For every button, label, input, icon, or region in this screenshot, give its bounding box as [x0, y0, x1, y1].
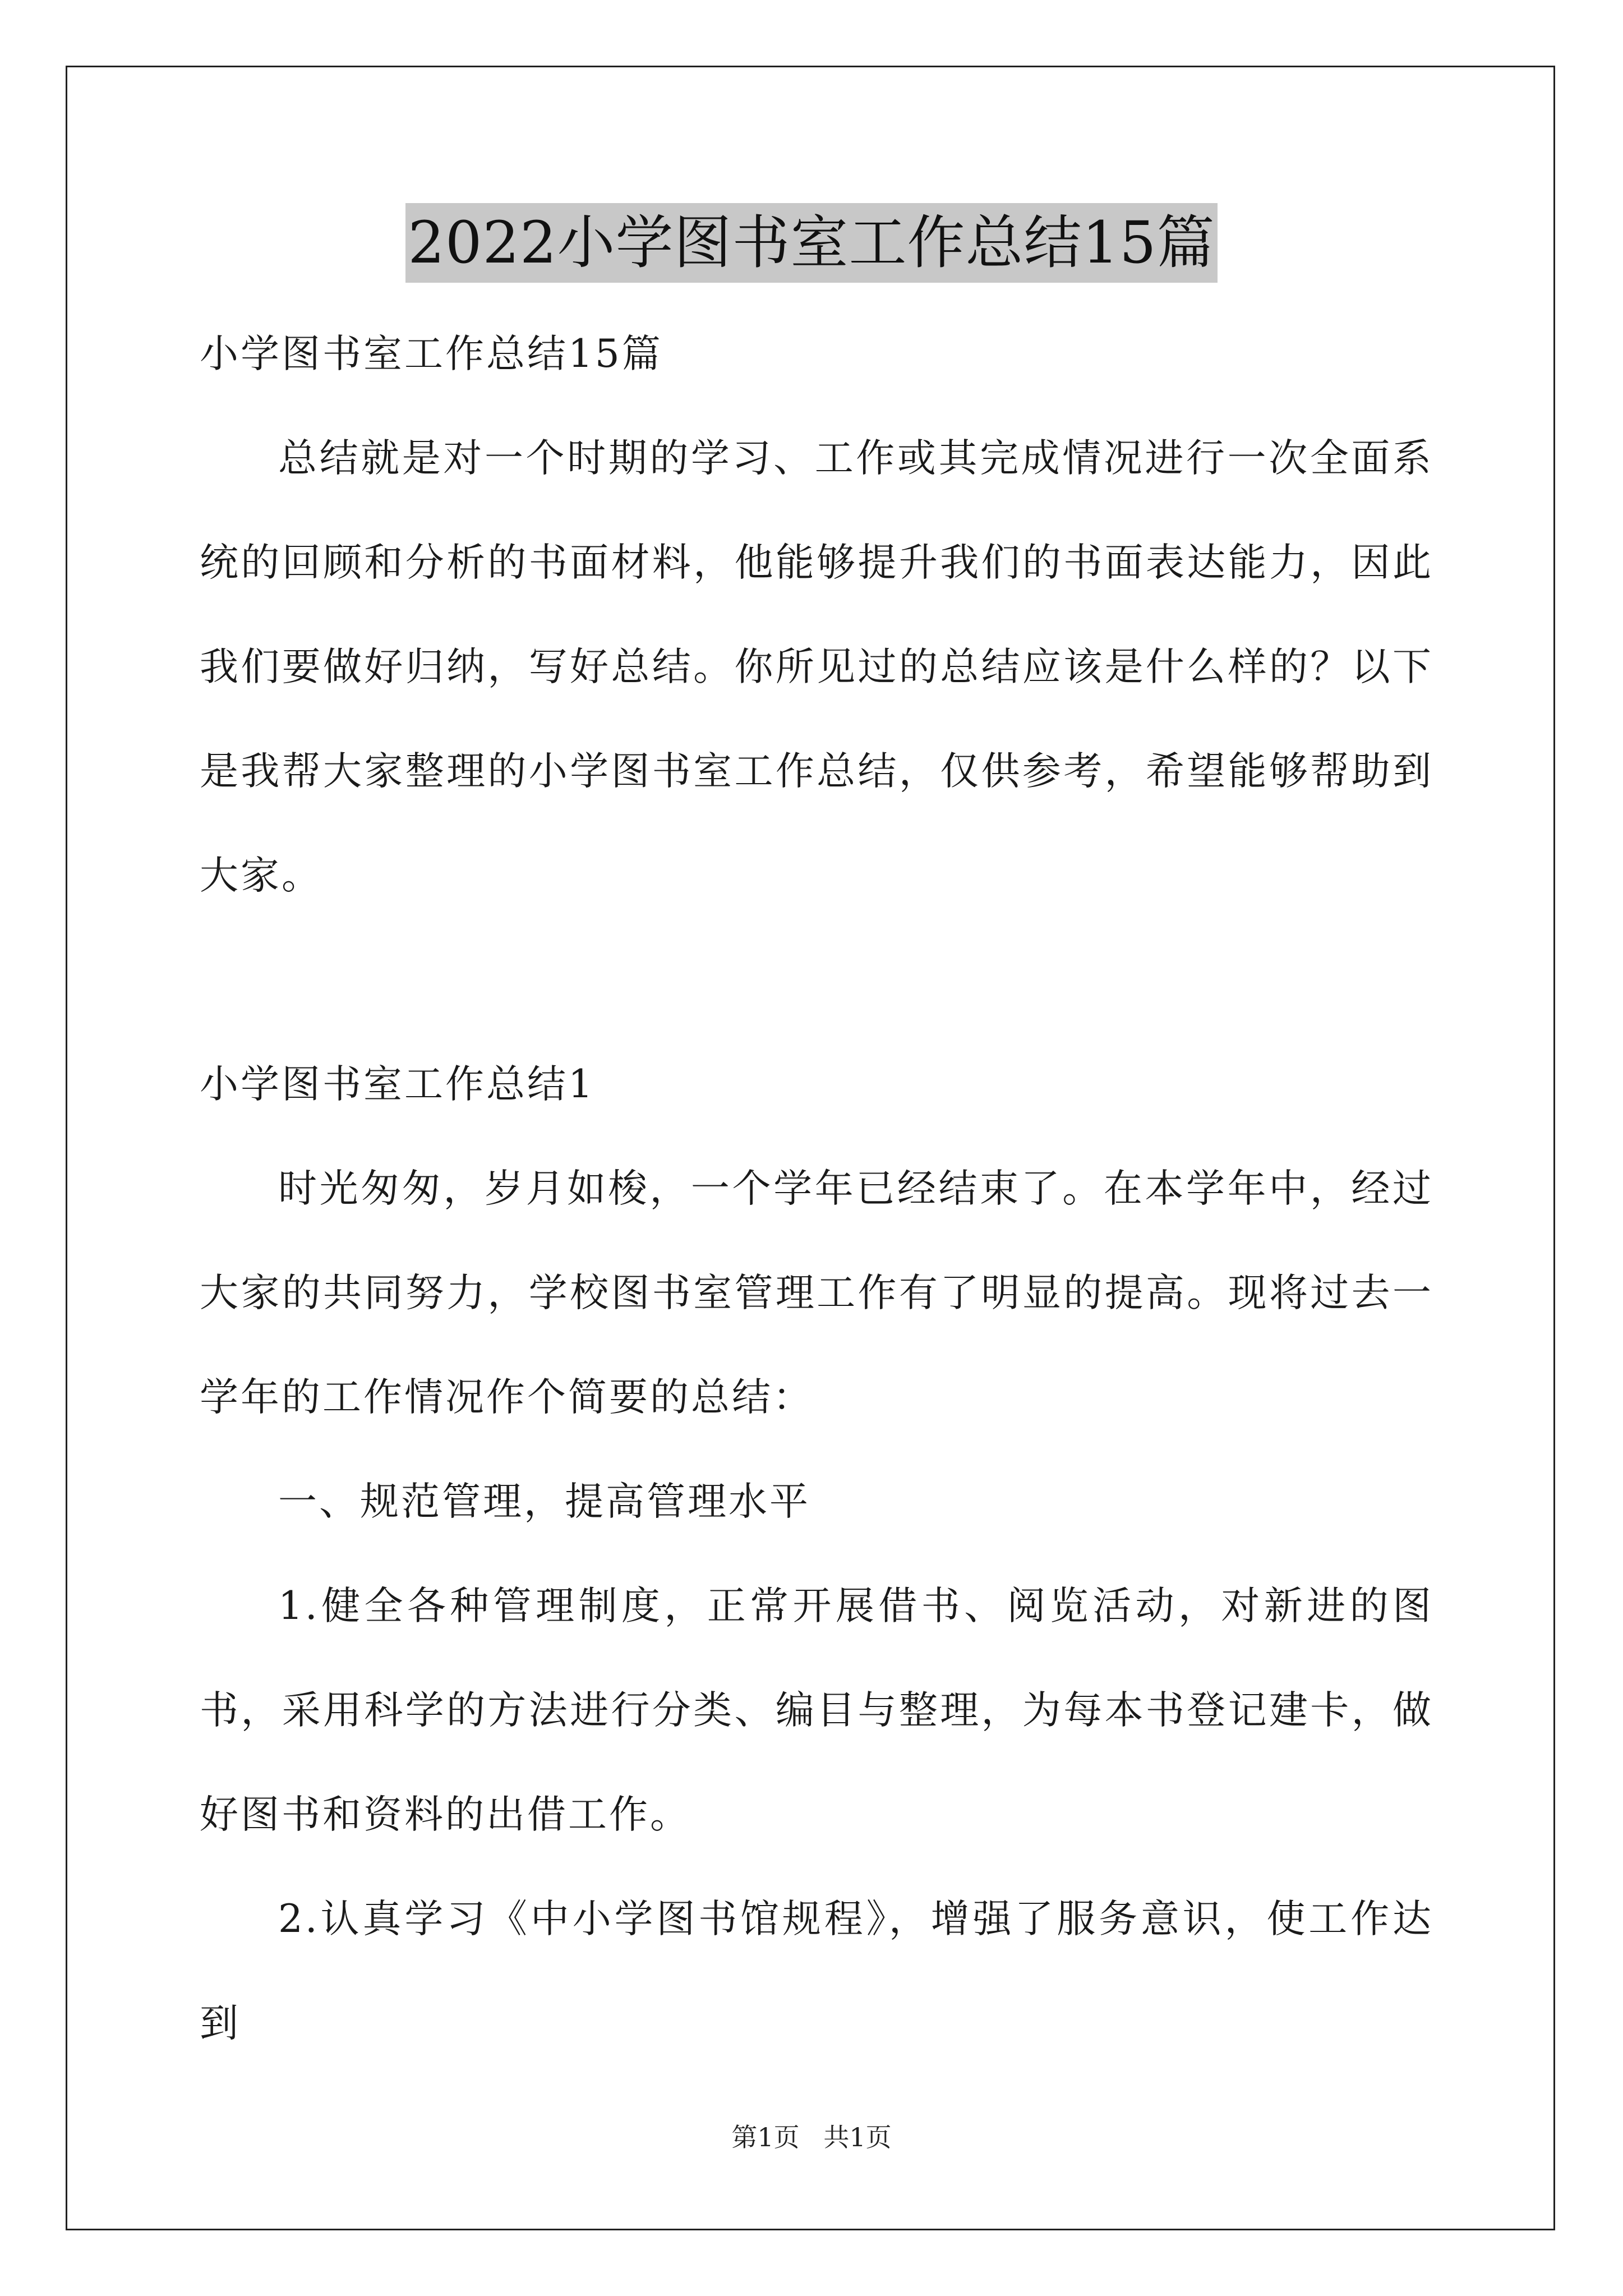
body-paragraph: 1.健全各种管理制度，正常开展借书、阅览活动，对新进的图书，采用科学的方法进行分类、编目与整理，为每本书登记建卡，做好图书和资料的出借工作。: [200, 1584, 1433, 1837]
page-footer: [0, 2120, 1623, 2154]
section-heading: 小学图书室工作总结1: [200, 1062, 595, 1107]
intro-paragraph: 总结就是对一个时期的学习、工作或其完成情况进行一次全面系统的回顾和分析的书面材料，他能够提升我们的书面表达能力，因此我们要做好归纳，写好总结。你所见过的总结应该是什么样的？以下是我帮大家整理的小学图书室工作总结，仅供参考，希望能够帮助到大家。: [200, 436, 1433, 898]
subtitle-paragraph: 小学图书室工作总结15篇: [200, 332, 663, 376]
section-spacer: [200, 928, 1433, 1032]
body-paragraph: 时光匆匆，岁月如梭，一个学年已经结束了。在本学年中，经过大家的共同努力，学校图书室管理工作有了明显的提高。现将过去一学年的工作情况作个简要的总结：: [200, 1166, 1433, 1420]
body-paragraph: 2.认真学习《中小学图书馆规程》，增强了服务意识，使工作达到: [200, 1897, 1433, 2046]
document-body: [200, 302, 1433, 2076]
subsection-heading: 一、规范管理，提高管理水平: [278, 1479, 810, 1524]
title-container: [0, 203, 1623, 283]
page-number-current: 第1页: [731, 2122, 800, 2152]
document-title: 2022小学图书室工作总结15篇: [405, 203, 1217, 283]
page-number-total: 共1页: [823, 2122, 892, 2152]
